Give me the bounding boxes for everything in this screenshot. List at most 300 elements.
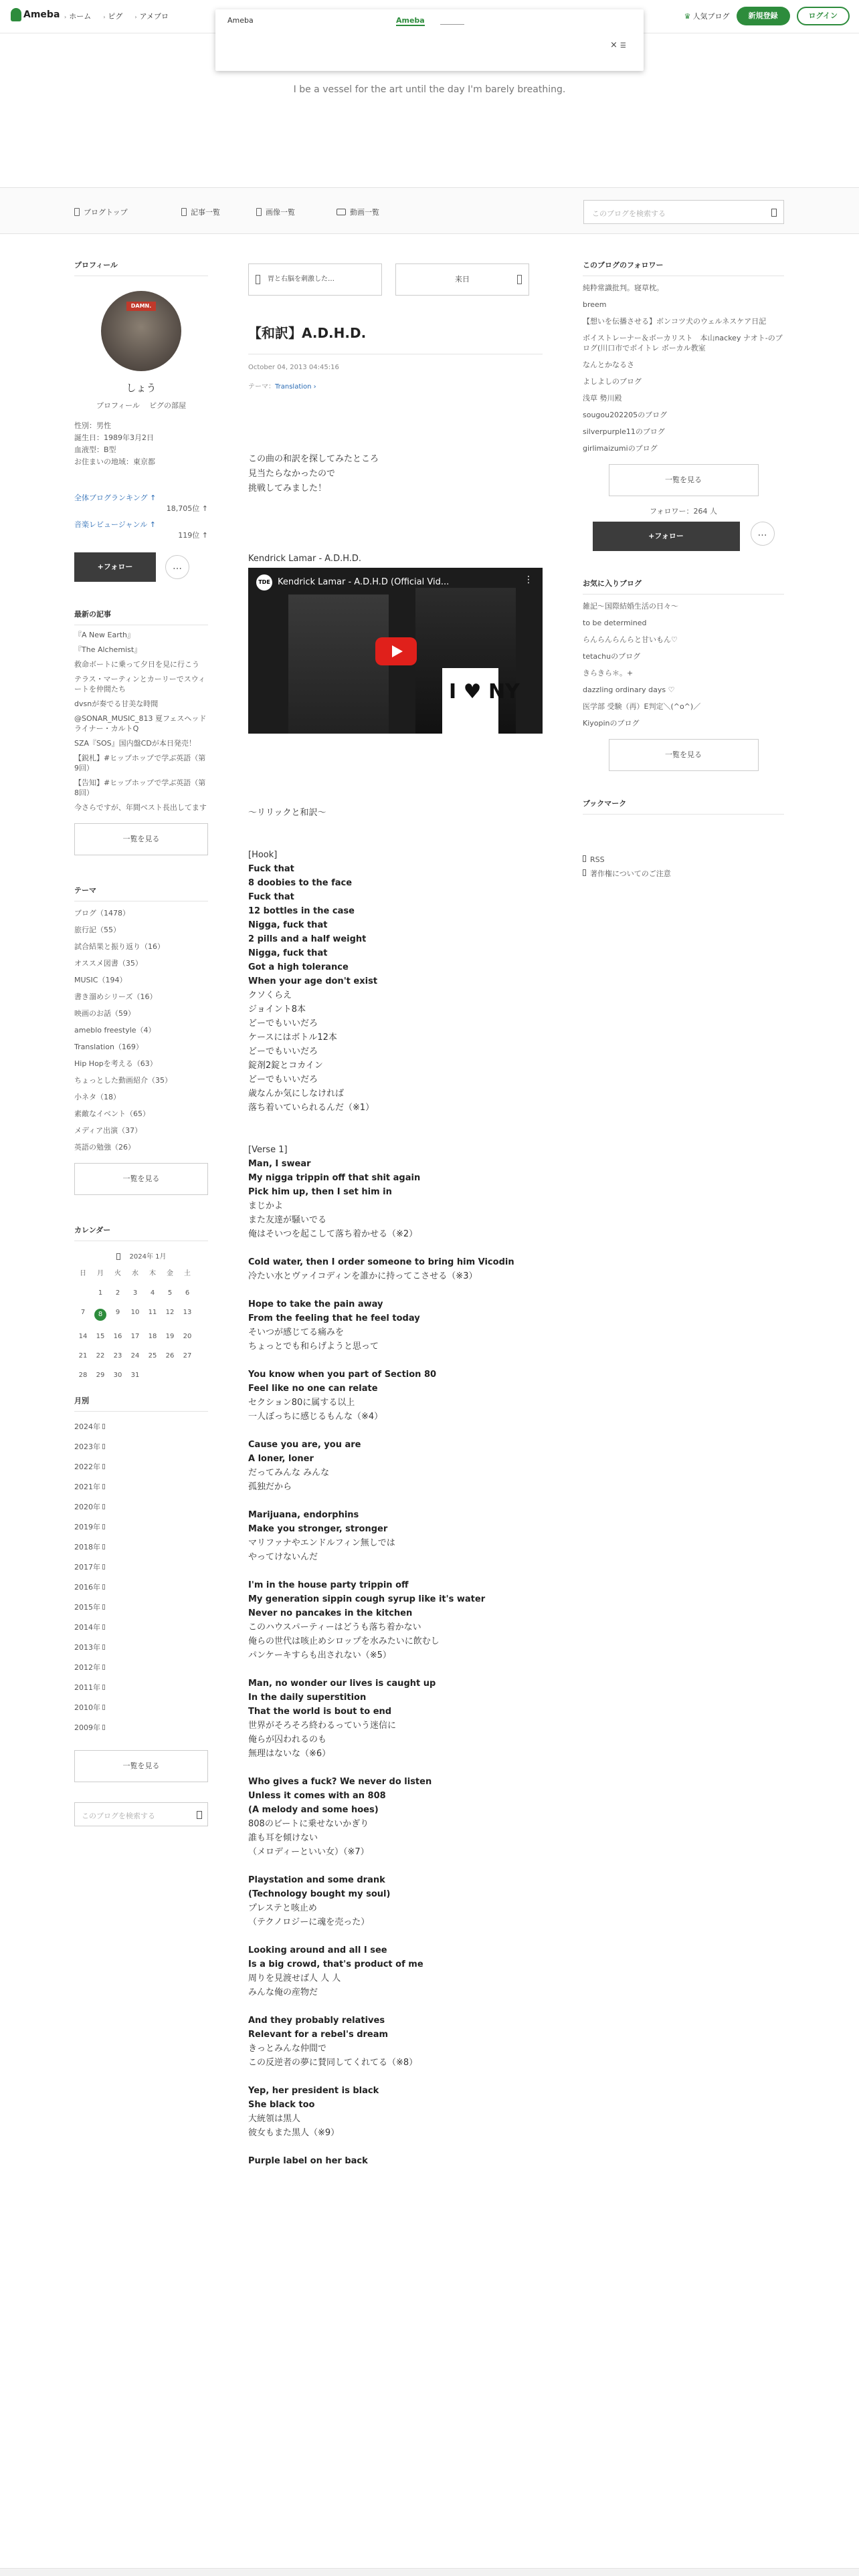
image-icon (256, 208, 262, 216)
next-article-button[interactable]: 来日 (395, 263, 529, 296)
calendar-day[interactable]: 5 (167, 1289, 173, 1297)
calendar-day[interactable]: 31 (130, 1372, 140, 1379)
calendar-day[interactable]: 22 (96, 1352, 105, 1360)
blog-nav (0, 187, 859, 234)
lyrics-section (248, 2154, 543, 2168)
theme-link[interactable]: Translation (275, 383, 312, 391)
calendar-day[interactable]: 19 (165, 1333, 175, 1340)
followers-heading: このブログのフォロワー (583, 259, 784, 276)
up-arrow-icon: ↑ (150, 494, 157, 502)
avatar-badge: DAMN. (126, 302, 156, 311)
lyric-line: セクション80に属する以上 (248, 1398, 355, 1408)
chevron-down-icon (102, 1705, 105, 1710)
calendar-day (161, 1372, 179, 1379)
overlay-popup (215, 9, 644, 71)
chevron-down-icon (102, 1524, 105, 1529)
lyric-line-english: Fuck that (248, 864, 294, 874)
calendar-day[interactable]: 11 (148, 1309, 157, 1316)
copyright-notice-link[interactable]: 著作権についてのご注意 (583, 869, 784, 879)
video-title[interactable]: Kendrick Lamar - A.D.H.D (Official Vid... (278, 577, 450, 587)
chevron-down-icon (102, 1665, 105, 1670)
monthly-heading: 月別 (74, 1395, 208, 1412)
follower-item[interactable]: silverpurple11のブログ (583, 427, 665, 436)
recent-article-item[interactable]: 『The Alchemist』 (74, 645, 142, 654)
lyrics-section (248, 848, 543, 1115)
calendar-day[interactable]: 21 (78, 1352, 88, 1360)
lyrics-section (248, 1508, 543, 1564)
play-button-icon[interactable] (375, 637, 417, 665)
channel-avatar[interactable]: TDE (256, 574, 272, 591)
recent-articles-heading: 最新の記事 (74, 609, 208, 625)
favorites-heading: お気に入りブログ (583, 578, 784, 595)
favorite-item[interactable]: dazzling ordinary days ♡ (583, 685, 675, 694)
lyric-line: 冷たい水とヴァイコディンを誰かに持ってこさせる（※3） (248, 1271, 478, 1281)
calendar-day[interactable]: 16 (113, 1333, 122, 1340)
profile-links (74, 400, 208, 411)
follower-item[interactable]: 純粋常識批判。寝草枕。 (583, 284, 664, 292)
lyric-line: [Verse 1] (248, 1145, 288, 1155)
overall-ranking-link[interactable]: 全体ブログランキング ↑ (74, 494, 157, 502)
lyric-line-english: Hope to take the pain away (248, 1299, 383, 1309)
lyric-line-english: 2 pills and a half weight (248, 934, 367, 944)
calendar-day[interactable]: 7 (80, 1309, 86, 1316)
recent-more-button[interactable]: 一覧を見る (74, 823, 208, 855)
avatar[interactable] (101, 291, 181, 371)
chevron-right-icon (517, 275, 522, 284)
lyric-line: 彼女もまた黒人（※9） (248, 2128, 340, 2138)
up-arrow-icon: ↑ (149, 520, 157, 529)
lyrics-section (248, 1368, 543, 1424)
recent-article-item[interactable]: SZA『SOS』国内盤CDが本日発売！ (74, 739, 196, 748)
lyric-line-english: (Technology bought my soul) (248, 1889, 391, 1899)
video-icon (337, 209, 346, 215)
chevron-down-icon (102, 1685, 105, 1690)
calendar-heading: カレンダー (74, 1224, 208, 1241)
follower-item[interactable]: sougou202205のブログ (583, 411, 668, 419)
info-birthday: 誕生日：1989年3月2日 (74, 433, 154, 442)
pigg-room-link[interactable]: ピグの部屋 (149, 401, 186, 410)
calendar-day[interactable]: 17 (130, 1333, 140, 1340)
theme-item[interactable]: 試合結果と振り返り（16） (74, 942, 165, 951)
theme-item[interactable]: ameblo freestyle（4） (74, 1026, 156, 1035)
article-date: October 04, 2013 04:45:16 (248, 364, 339, 371)
follower-item[interactable]: なんとかなるさ (583, 360, 634, 369)
profile-follow-row (74, 552, 208, 582)
bookmark-heading: ブックマーク (583, 798, 784, 815)
weekday: 金 (167, 1270, 173, 1277)
intro-line: この曲の和訳を探してみたところ (248, 454, 379, 464)
article-pager (248, 263, 543, 296)
chevron-down-icon (102, 1725, 105, 1730)
theme-item[interactable]: メディア出演（37） (74, 1126, 142, 1135)
lyric-line: そいつが感じてる痛みを (248, 1327, 345, 1337)
lyric-line: パンケーキすらも出されない（※5） (248, 1650, 391, 1660)
profile-link[interactable]: プロフィール (96, 401, 140, 410)
overall-ranking-value: 18,705位 ↑ (166, 504, 208, 513)
calendar-day[interactable]: 18 (148, 1333, 157, 1340)
prev-article-button[interactable]: 胃と右脳を刺激した… (248, 263, 382, 296)
genre-ranking-link[interactable]: 音楽レビュージャンル ↑ (74, 520, 157, 529)
follower-count: フォロワー：264 人 (650, 507, 717, 516)
calendar-day[interactable]: 29 (96, 1372, 105, 1379)
login-button[interactable]: ログイン (797, 7, 850, 25)
lyric-line-english: Who gives a fuck? We never do listen (248, 1777, 432, 1787)
theme-item[interactable]: オススメ図書（35） (74, 959, 142, 968)
bookmark-list (583, 855, 784, 879)
lyric-line: 一人ぼっちに感じるもんな（※4） (248, 1412, 383, 1422)
lyric-line: やってけないんだ (248, 1552, 318, 1562)
chevron-right-icon: › (103, 14, 106, 20)
lyric-line-english: Marijuana, endorphins (248, 1510, 359, 1520)
nav-image-list[interactable]: 画像一覧 (256, 207, 295, 217)
lyric-line-english: Nigga, fuck that (248, 948, 328, 958)
calendar-day[interactable]: 2 (115, 1289, 120, 1297)
month-archive-item[interactable]: 2010年 (74, 1702, 208, 1713)
rss-icon (583, 855, 586, 862)
chevron-left-icon (256, 275, 260, 284)
prev-month-icon[interactable] (116, 1253, 120, 1260)
month-archive-item[interactable]: 2009年 (74, 1722, 208, 1733)
lyric-line-english: Is a big crowd, that's product of me (248, 1959, 423, 1969)
sidebar-follow-row (583, 522, 784, 551)
weekday: 水 (132, 1270, 138, 1277)
chevron-right-icon: › (64, 14, 67, 20)
lyric-line-english: Man, I swear (248, 1159, 311, 1169)
lyric-line: マリファナやエンドルフィン無しでは (248, 1538, 395, 1548)
lyric-line: まじかよ (248, 1201, 284, 1211)
theme-item[interactable]: ブログ（1478） (74, 909, 130, 918)
favorite-item[interactable]: 医学部 受験（再）E判定＼(^o^)／ (583, 702, 701, 711)
lyric-line-english: And they probably relatives (248, 2016, 385, 2026)
nav-video-list[interactable]: 動画一覧 (337, 207, 379, 217)
month-archive-item[interactable]: 2012年 (74, 1662, 208, 1673)
popup-link[interactable]: Ameba (396, 16, 425, 25)
theme-more-button[interactable]: 一覧を見る (74, 1163, 208, 1195)
theme-item[interactable]: 英語の勉強（26） (74, 1143, 135, 1152)
lyric-line-english: Cold water, then I order someone to bring him Vicodin (248, 1257, 514, 1267)
popular-blog-link[interactable]: ♛ 人気ブログ (684, 11, 730, 21)
calendar-day[interactable]: 10 (130, 1309, 140, 1316)
article-intro (248, 452, 543, 496)
lyric-line-english: Fuck that (248, 892, 294, 902)
lyric-line: ちょっとでも和らげようと思って (248, 1341, 379, 1352)
follower-item[interactable]: よしよしのブログ (583, 377, 642, 386)
up-arrow-icon: ↑ (201, 531, 208, 540)
calendar-weeks (74, 1289, 208, 1379)
calendar-day[interactable]: 13 (183, 1309, 192, 1316)
close-icon[interactable]: × ☰ (610, 40, 627, 50)
month-archive-item[interactable]: 2015年 (74, 1602, 208, 1612)
calendar-day[interactable]: 24 (130, 1352, 140, 1360)
calendar-week (74, 1289, 208, 1297)
lyrics-section (248, 1677, 543, 1761)
lyric-line: 周りを見渡せば人 人 人 (248, 1973, 341, 1983)
lyric-line: ケースにはボトル12本 (248, 1033, 337, 1043)
lyric-line: どーでもいいだろ (248, 1018, 318, 1029)
lyric-line-english: She black too (248, 2100, 315, 2110)
calendar-day[interactable]: 25 (148, 1352, 157, 1360)
lyric-line: （テクノロジーに魂を売った） (248, 1917, 370, 1927)
youtube-video-embed[interactable] (248, 568, 543, 734)
month-archive-item[interactable]: 2019年 (74, 1521, 208, 1532)
calendar-weekdays (74, 1267, 208, 1277)
search-icon[interactable] (197, 1811, 202, 1819)
chevron-right-icon: › (134, 14, 137, 20)
lyric-line-english: Nigga, fuck that (248, 920, 328, 930)
genre-ranking-value: 119位 ↑ (178, 531, 208, 540)
lyric-line-english: When your age don't exist (248, 976, 378, 986)
lyrics-section (248, 1775, 543, 1859)
rss-link[interactable]: RSS (583, 855, 784, 865)
lyric-line-english: Looking around and all I see (248, 1945, 387, 1955)
recent-article-item[interactable]: 救命ボートに乗って夕日を見に行こう (74, 660, 199, 669)
blog-description: I be a vessel for the art until the day I'm barely breathing. (293, 84, 566, 95)
lyric-line: この反逆者の夢に賛同してくれてる（※8） (248, 2058, 418, 2068)
calendar-day[interactable]: 15 (96, 1333, 105, 1340)
username: しょう (126, 382, 157, 394)
recent-articles-list (74, 630, 208, 813)
month-archive-item[interactable]: 2024年 (74, 1421, 208, 1432)
theme-item[interactable]: 素敵なイベント（65） (74, 1109, 150, 1118)
nav-blog-top[interactable]: ブログトップ (74, 207, 128, 217)
recent-article-item[interactable]: 【告知】#ヒップホップで学ぶ英語（第8回） (74, 778, 206, 797)
recent-article-item[interactable]: dvsnが奏でる甘美な時間 (74, 700, 159, 708)
theme-item[interactable]: 書き溜めシリーズ（16） (74, 992, 157, 1001)
calendar-day[interactable]: 9 (115, 1309, 120, 1316)
calendar-week (74, 1333, 208, 1340)
ameba-logo[interactable]: Ameba (11, 8, 60, 21)
chevron-down-icon (102, 1504, 105, 1509)
crown-icon: ♛ (684, 11, 691, 21)
calendar-day (144, 1372, 161, 1379)
lyric-line: 808のビートに乗せないかぎり (248, 1819, 369, 1829)
calendar-day[interactable]: 26 (165, 1352, 175, 1360)
recent-article-item[interactable]: 今さらですが、年間ベスト長出してます (74, 803, 207, 812)
lyric-line: （メロディーといい女）（※7） (248, 1847, 369, 1857)
sidebar-search-input[interactable]: このブログを検索する (74, 1802, 208, 1826)
theme-item[interactable]: Translation（169） (74, 1043, 143, 1051)
nav-pigg[interactable]: › ピグ (103, 12, 123, 21)
chevron-down-icon (102, 1544, 105, 1549)
monthly-more-button[interactable]: 一覧を見る (74, 1750, 208, 1782)
month-archive-item[interactable]: 2018年 (74, 1541, 208, 1552)
lyric-line: きっとみんな仲間で (248, 2044, 327, 2054)
calendar-day[interactable]: 30 (113, 1372, 122, 1379)
recent-article-item[interactable]: 【鋭札】#ヒップホップで学ぶ英語（第9回） (74, 754, 206, 772)
blog-search-input[interactable]: このブログを検索する (583, 200, 784, 224)
lyric-line: クソくらえ (248, 990, 292, 1000)
month-archive-item[interactable]: 2021年 (74, 1481, 208, 1492)
lyric-line: 俺らの世代は咳止めシロップを水みたいに飲むし (248, 1636, 440, 1646)
followers-more-button[interactable]: 一覧を見る (609, 464, 759, 496)
calendar-day (74, 1289, 92, 1297)
lyric-line: また友達が騒いでる (248, 1215, 327, 1225)
calendar-day[interactable]: 1 (98, 1289, 103, 1297)
lyric-line-english: My nigga trippin off that shit again (248, 1173, 421, 1183)
monthly-list (74, 1421, 208, 1733)
theme-item[interactable]: ちょっとした動画紹介（35） (74, 1076, 172, 1085)
follower-item[interactable]: 浅草 勢川殿 (583, 394, 622, 403)
lyrics-body (248, 848, 543, 2168)
month-archive-item[interactable]: 2020年 (74, 1501, 208, 1512)
lyric-line-english: Man, no wonder our lives is caught up (248, 1679, 436, 1689)
theme-item[interactable]: 映画のお話（59） (74, 1009, 135, 1018)
theme-list (74, 908, 208, 1152)
profile-heading: プロフィール (74, 259, 208, 276)
calendar-day[interactable]: 3 (132, 1289, 138, 1297)
sidebar-more-options-button[interactable]: … (751, 522, 775, 546)
theme-item[interactable]: 小ネタ（18） (74, 1093, 120, 1101)
search-icon[interactable] (771, 209, 777, 217)
calendar-week (74, 1352, 208, 1360)
lyric-line-english: Unless it comes with an 808 (248, 1791, 386, 1801)
nav-home[interactable]: › ホーム (64, 12, 92, 21)
lyrics-section (248, 1943, 543, 2000)
recent-article-item[interactable]: @SONAR_MUSIC_813 夏フェスヘッドライナー・カルトQ (74, 714, 207, 733)
lyrics-section (248, 1255, 543, 1283)
calendar-day[interactable]: 23 (113, 1352, 122, 1360)
chevron-down-icon (102, 1624, 105, 1630)
month-archive-item[interactable]: 2014年 (74, 1622, 208, 1632)
lyric-line: [Hook] (248, 850, 278, 860)
info-blood-type: 血液型：B型 (74, 445, 116, 454)
menu-icon: ☰ (620, 42, 627, 49)
favorite-item[interactable]: tetachuのブログ (583, 652, 641, 661)
lyric-line-english: Yep, her president is black (248, 2086, 379, 2096)
lyric-line-english: I'm in the house party trippin off (248, 1580, 409, 1590)
lyrics-section (248, 1143, 543, 1241)
calendar-day[interactable]: 6 (185, 1289, 190, 1297)
lyric-line-english: My generation sippin cough syrup like it's water (248, 1594, 486, 1604)
lyric-line-english: You know when you part of Section 80 (248, 1370, 437, 1380)
lyric-line: このハウスパーティーはどうも落ち着かない (248, 1622, 421, 1632)
month-archive-item[interactable]: 2016年 (74, 1582, 208, 1592)
sidebar-follow-button[interactable]: +フォロー (593, 522, 740, 551)
lyric-line-english: Pick him up, then I set him in (248, 1187, 392, 1197)
lyrics-section (248, 2014, 543, 2070)
lyric-line-english: (A melody and some hoes) (248, 1805, 379, 1815)
lyric-line-english: Never no pancakes in the kitchen (248, 1608, 413, 1618)
favorite-item[interactable]: きらきら＊。+ (583, 669, 634, 677)
month-archive-item[interactable]: 2023年 (74, 1441, 208, 1452)
month-archive-item[interactable]: 2011年 (74, 1682, 208, 1693)
calendar-day[interactable]: 12 (165, 1309, 175, 1316)
lyric-line: どーでもいいだろ (248, 1047, 318, 1057)
lyrics-section (248, 1297, 543, 1354)
follower-item[interactable]: girlimaizumiのブログ (583, 444, 658, 453)
article (248, 259, 543, 2182)
lyric-line: 誰も耳を傾けない (248, 1833, 318, 1843)
chevron-down-icon (102, 1464, 105, 1469)
chevron-down-icon (102, 1564, 105, 1570)
followers-list (583, 283, 784, 453)
lyric-line: 俺はそいつを起こして落ち着かせる（※2） (248, 1229, 418, 1239)
weekday: 火 (114, 1270, 121, 1277)
calendar-day[interactable]: 4 (150, 1289, 155, 1297)
theme-item[interactable]: MUSIC（194） (74, 976, 127, 984)
ameba-logo-icon (11, 8, 21, 21)
kebab-menu-icon[interactable]: ⋮ (524, 574, 533, 585)
lyrics-section (248, 1578, 543, 1662)
lyric-line: ジョイント8本 (248, 1004, 306, 1014)
calendar-month: 2024年 1月 (74, 1251, 208, 1261)
video-shirt-print: I ♥ NY (449, 680, 520, 704)
info-gender: 性別：男性 (74, 421, 111, 430)
favorites-more-button[interactable]: 一覧を見る (609, 739, 759, 771)
lyric-line-english: Relevant for a rebel's dream (248, 2030, 389, 2040)
signup-button[interactable]: 新規登録 (737, 7, 790, 25)
recent-article-item[interactable]: テラス・マーティンとカーリーでスウィートを仲間たち (74, 675, 206, 693)
nav-article-list[interactable]: 記事一覧 (181, 207, 220, 217)
lyric-line-english: That the world is bout to end (248, 1707, 392, 1717)
lyric-line-english: Feel like no one can relate (248, 1384, 378, 1394)
lyric-line-english: Purple label on her back (248, 2156, 368, 2166)
home-icon (74, 208, 80, 216)
chevron-down-icon (102, 1424, 105, 1429)
profile-info (74, 420, 208, 468)
nav-ameblo[interactable]: › アメブロ (134, 12, 169, 21)
calendar-day[interactable]: 8 (94, 1309, 106, 1321)
lyric-line-english: Playstation and some drank (248, 1875, 385, 1885)
favorites-list (583, 601, 784, 728)
favorite-item[interactable]: 雑記〜国際結婚生活の日々〜 (583, 602, 678, 611)
chevron-down-icon (102, 1644, 105, 1650)
more-options-button[interactable]: … (165, 555, 189, 579)
follower-item[interactable]: 【想いを伝播させる】ボンコツ犬のウェルネスケア日記 (583, 317, 767, 326)
follow-button[interactable]: +フォロー (74, 552, 156, 582)
month-archive-item[interactable]: 2022年 (74, 1461, 208, 1472)
lyric-line: どーでもいいだろ (248, 1075, 318, 1085)
chevron-down-icon (102, 1584, 105, 1590)
favorite-item[interactable]: Kiyopinのブログ (583, 719, 640, 728)
right-sidebar (583, 259, 784, 879)
month-archive-item[interactable]: 2013年 (74, 1642, 208, 1652)
article-theme: テーマ：Translation › (248, 383, 316, 391)
lyric-line: プレステと咳止め (248, 1903, 317, 1913)
theme-item[interactable]: 旅行記（55） (74, 926, 120, 934)
calendar-day[interactable]: 20 (183, 1333, 192, 1340)
lyric-line-english: From the feeling that he feel today (248, 1313, 420, 1323)
follower-item[interactable]: ボイストレーナー＆ボーカリスト 本山nackey ナオト-のブログ(川口市でボイトレ ボーカル教室 (583, 334, 783, 352)
intro-line: 見当たらなかったので (248, 469, 336, 479)
follower-item[interactable]: breem (583, 300, 607, 309)
calendar-day[interactable]: 27 (183, 1352, 192, 1360)
lyric-line: 俺らが囚われるのも (248, 1735, 327, 1745)
favorite-item[interactable]: to be determined (583, 619, 647, 627)
popup-title: Ameba (227, 16, 254, 25)
weekday: 日 (80, 1270, 86, 1277)
favorite-item[interactable]: らんらんらんらと甘いもん♡ (583, 635, 678, 644)
lyric-line-english: A loner, loner (248, 1454, 314, 1464)
weekday: 月 (97, 1270, 104, 1277)
lyric-line-english: Cause you are, you are (248, 1440, 361, 1450)
left-sidebar (74, 259, 208, 1826)
calendar-week (74, 1372, 208, 1379)
chevron-right-icon: › (311, 383, 316, 391)
calendar-day[interactable]: 28 (78, 1372, 88, 1379)
recent-article-item[interactable]: 『A New Earth』 (74, 631, 135, 639)
info-location: お住まいの地域：東京都 (74, 457, 155, 466)
lyrics-section (248, 1873, 543, 1929)
document-icon (583, 869, 586, 876)
month-archive-item[interactable]: 2017年 (74, 1562, 208, 1572)
up-arrow-icon: ↑ (201, 504, 208, 513)
lyric-line-english: Got a high tolerance (248, 962, 349, 972)
theme-item[interactable]: Hip Hopを考える（63） (74, 1059, 157, 1068)
popup-underline (440, 24, 464, 25)
calendar-day[interactable]: 14 (78, 1333, 88, 1340)
weekday: 土 (184, 1270, 191, 1277)
